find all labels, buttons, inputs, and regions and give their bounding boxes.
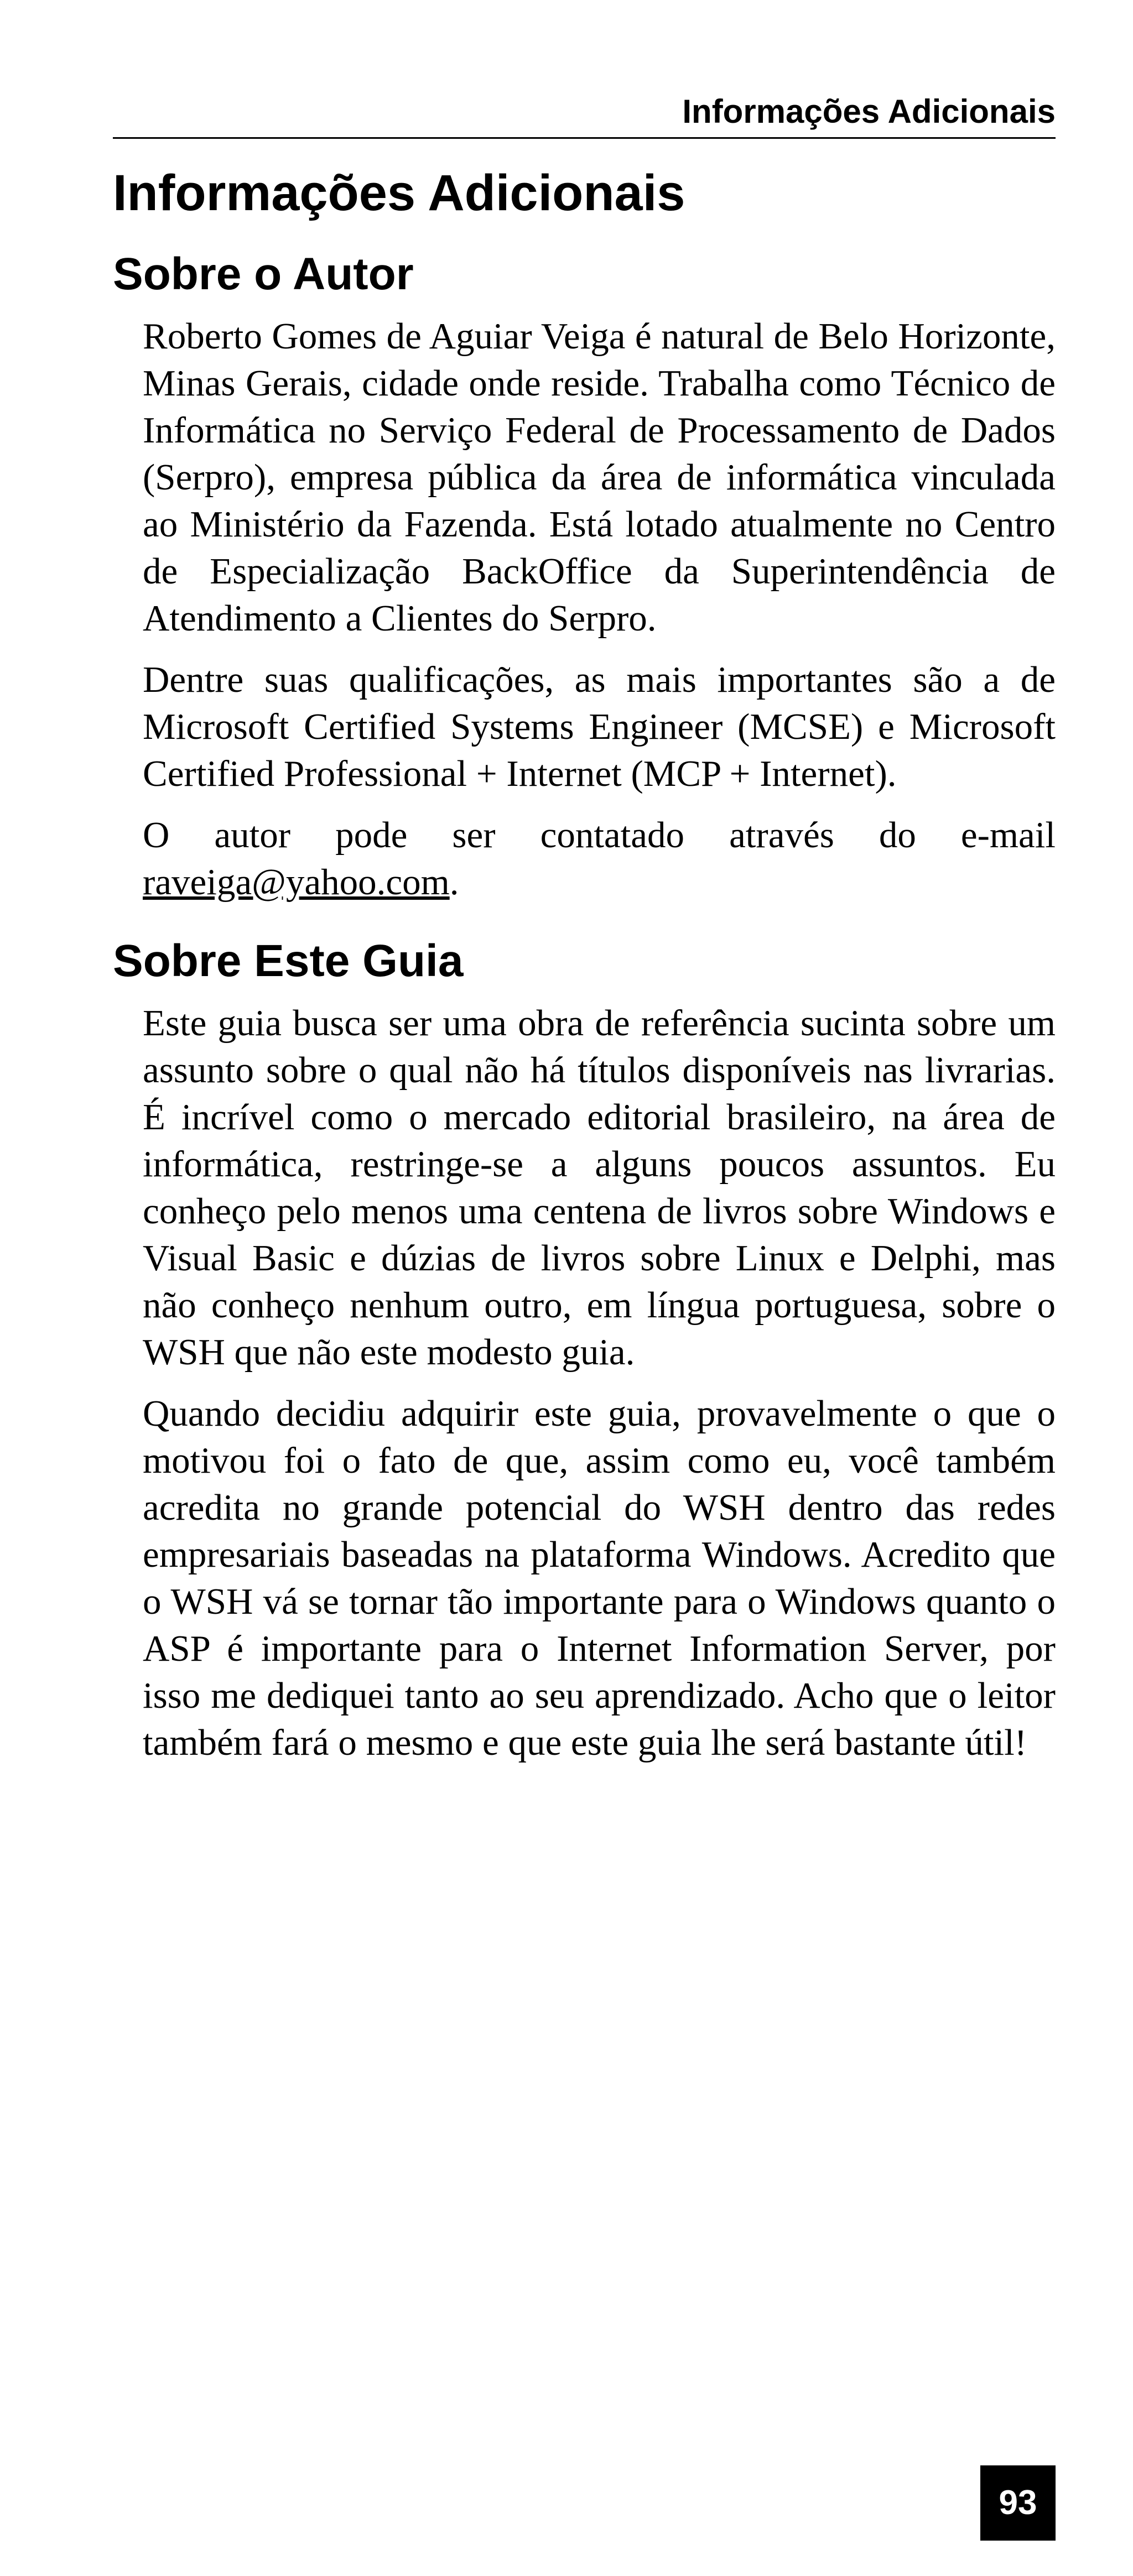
author-email-link[interactable]: raveiga@yahoo.com bbox=[143, 862, 450, 903]
running-header: Informações Adicionais bbox=[682, 93, 1056, 130]
author-bio-paragraph: Roberto Gomes de Aguiar Veiga é natural de Belo Horizonte, Minas Gerais, cidade onde reside. Trabalha como Técnico de Informática no Serviço Federal de Processamento de Dados (Serpro), empresa pública da área de informática vinculada ao Ministério da Fazenda. Está lotado atualmente no Centro de Especialização BackOffice da Superintendência de Atendimento a Clientes do Serpro. bbox=[143, 316, 1056, 639]
author-qualifications-paragraph: Dentre suas qualificações, as mais importantes são a de Microsoft Certified Systems Engineer (MCSE) e Microsoft Certified Professional + Internet (MCP + Internet). bbox=[143, 659, 1056, 794]
guide-purpose-paragraph: Este guia busca ser uma obra de referência sucinta sobre um assunto sobre o qual não há títulos disponíveis nas livrarias. É incrível como o mercado editorial brasileiro, na área de informática, restringe-se a alguns poucos assuntos. Eu conheço pelo menos uma centena de livros sobre Windows e Visual Basic e dúzias de livros sobre Linux e Delphi, mas não conheço nenhum outro, em língua portuguesa, sobre o WSH que não este modesto guia. bbox=[143, 1003, 1056, 1373]
page-title: Informações Adicionais bbox=[113, 165, 685, 221]
contact-text: O autor pode ser contatado através do e-mail bbox=[143, 815, 1056, 856]
page-content bbox=[113, 157, 1056, 1766]
section-title-sobre-este-guia: Sobre Este Guia bbox=[113, 936, 464, 986]
page-number-badge: 93 bbox=[980, 2465, 1056, 2541]
section-sobre-o-autor bbox=[113, 242, 1056, 906]
contact-end: . bbox=[449, 862, 459, 903]
guide-motivation-paragraph: Quando decidiu adquirir este guia, provavelmente o que o motivou foi o fato de que, assim como eu, você também acredita no grande potencial do WSH dentro das redes empresariais baseadas na plataforma Windows. Acredito que o WSH vá se tornar tão importante para o Windows quanto o ASP é importante para o Internet Information Server, por isso me dediquei tanto ao seu aprendizado. Acho que o leitor também fará o mesmo e que este guia lhe será bastante útil! bbox=[143, 1393, 1056, 1763]
section-sobre-este-guia bbox=[113, 929, 1056, 1766]
author-contact-paragraph bbox=[143, 812, 1056, 906]
header-rule bbox=[113, 137, 1056, 139]
section-title-sobre-o-autor: Sobre o Autor bbox=[113, 249, 414, 299]
